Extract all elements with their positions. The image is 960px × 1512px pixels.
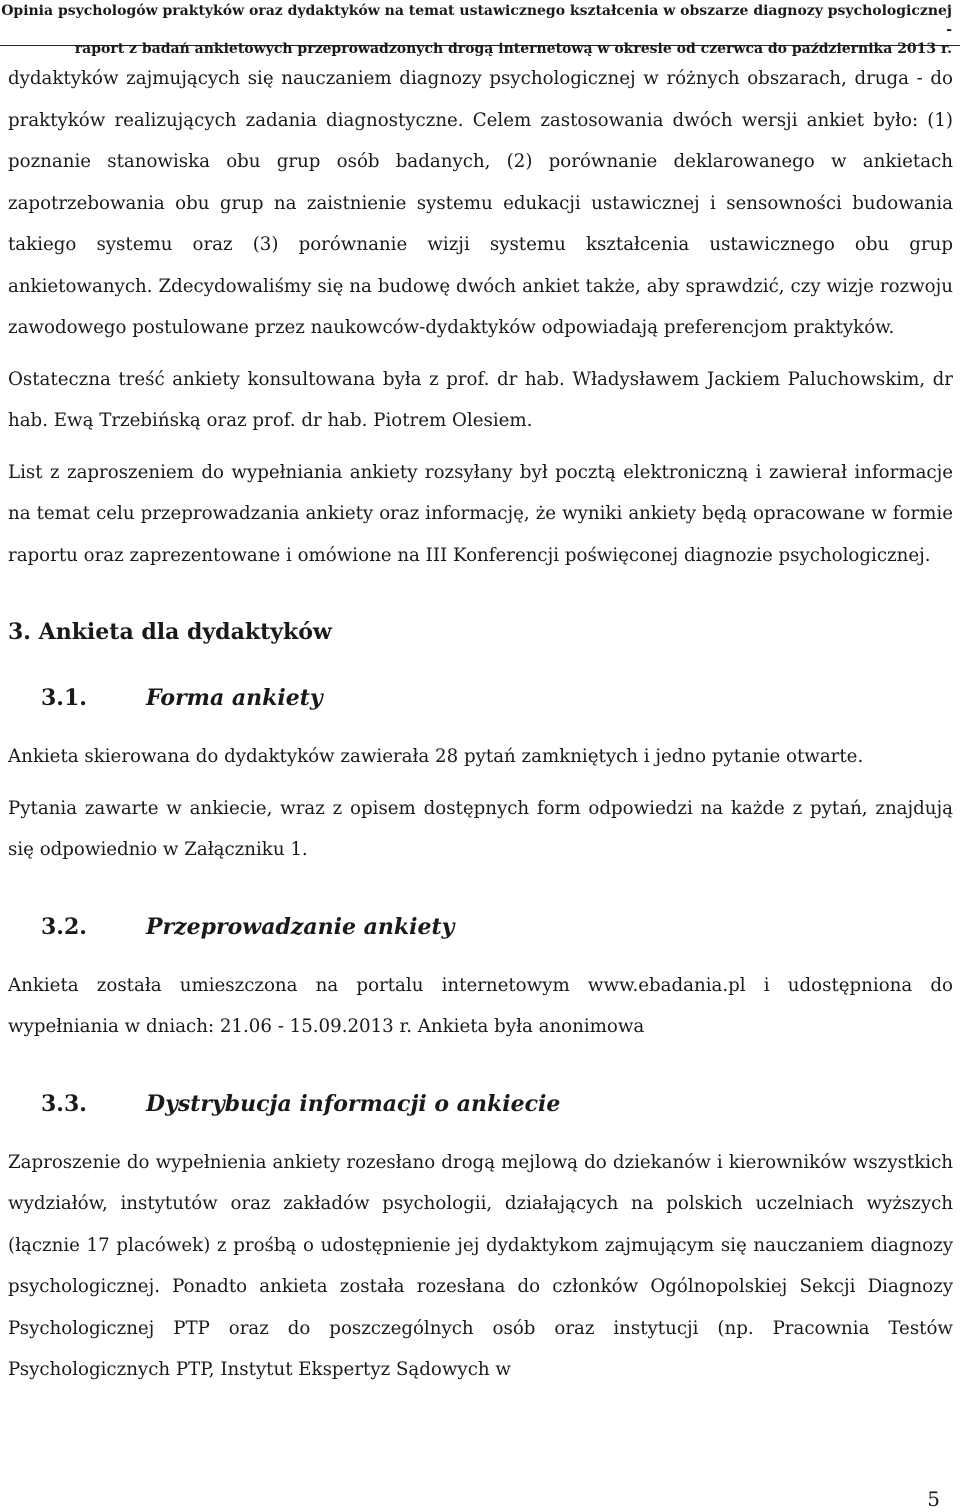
subsection-heading-form [8,670,953,726]
running-header [0,0,960,57]
paragraph-form-2: Pytania zawarte w ankiecie, wraz z opisem dostępnych form odpowiedzi na każde z pytań, znajdują się odpowiednio w Załączniku 1. [8,797,953,860]
subsection-title: Przeprowadzanie ankiety [146,913,455,940]
header-line-2: raport z badań ankietowych przeprowadzonych drogą internetową w okresie od czerwca do października 2013 r. [74,41,952,57]
paragraph-form-1: Ankieta skierowana do dydaktyków zawierała 28 pytań zamkniętych i jedno pytanie otwarte. [8,746,864,767]
paragraph-conduct: Ankieta została umieszczona na portalu internetowym www.ebadania.pl i udostępniona do wypełniania w dniach: 21.06 - 15.09.2013 r. Ankieta była anonimowa [8,974,953,1037]
subsection-title: Dystrybucja informacji o ankiecie [146,1090,561,1117]
subsection-heading-distribution [8,1076,953,1132]
subsection-number: 3.3. [41,1090,87,1117]
paragraph-consultation: Ostateczna treść ankiety konsultowana była z prof. dr hab. Władysławem Jackiem Paluchowskim, dr hab. Ewą Trzebińską oraz prof. dr hab. Piotrem Olesiem. [8,368,953,431]
subsection-title: Forma ankiety [146,685,323,711]
subsection-number: 3.1. [41,685,87,711]
page-number: 5 [927,1487,940,1511]
subsection-number: 3.2. [41,913,87,940]
section-heading: 3. Ankieta dla dydaktyków [8,619,332,645]
paragraph-invitation-letter: List z zaproszeniem do wypełniania ankiety rozsyłany był pocztą elektroniczną i zawierał informacje na temat celu przeprowadzania ankiety oraz informację, że wyniki ankiety będą opracowane w formie raportu oraz zaprezentowane i omówione na III Konferencji poświęconej diagnozie psychologicznej. [8,461,953,566]
paragraph-survey-versions: dydaktyków zajmujących się nauczaniem diagnozy psychologicznej w różnych obszarach, druga - do praktyków realizujących zadania diagnostyczne. Celem zastosowania dwóch wersji ankiet było: (1) poznanie stanowiska obu grup osób badanych, (2) porównanie deklarowanego w ankietach zapotrzebowania obu grup na zaistnienie systemu edukacji ustawicznej i sensowności budowania takiego systemu oraz (3) porównanie wizji systemu kształcenia ustawicznego obu grup ankietowanych. Zdecydowaliśmy się na budowę dwóch ankiet także, aby sprawdzić, czy wizje rozwoju zawodowego postulowane przez naukowców-dydaktyków odpowiadają preferencjom praktyków. [8,68,953,338]
header-line-1: Opinia psychologów praktyków oraz dydaktyków na temat ustawicznego kształcenia w obszarze diagnozy psychologicznej - [1,3,952,38]
page-content [8,58,953,1391]
paragraph-distribution: Zaproszenie do wypełnienia ankiety rozesłano drogą mejlową do dziekanów i kierowników wszystkich wydziałów, instytutów oraz zakładów psychologii, działających na polskich uczelniach wyższych (łącznie 17 placówek) z prośbą o udostępnienie jej dydaktykom zajmującym się nauczaniem diagnozy psychologicznej. Ponadto ankieta została rozesłana do członków Ogólnopolskiej Sekcji Diagnozy Psychologicznej PTP oraz do poszczególnych osób oraz instytucji (np. Pracownia Testów Psychologicznych PTP, Instytut Ekspertyz Sądowych w [8,1151,953,1380]
subsection-heading-conduct [8,899,953,955]
